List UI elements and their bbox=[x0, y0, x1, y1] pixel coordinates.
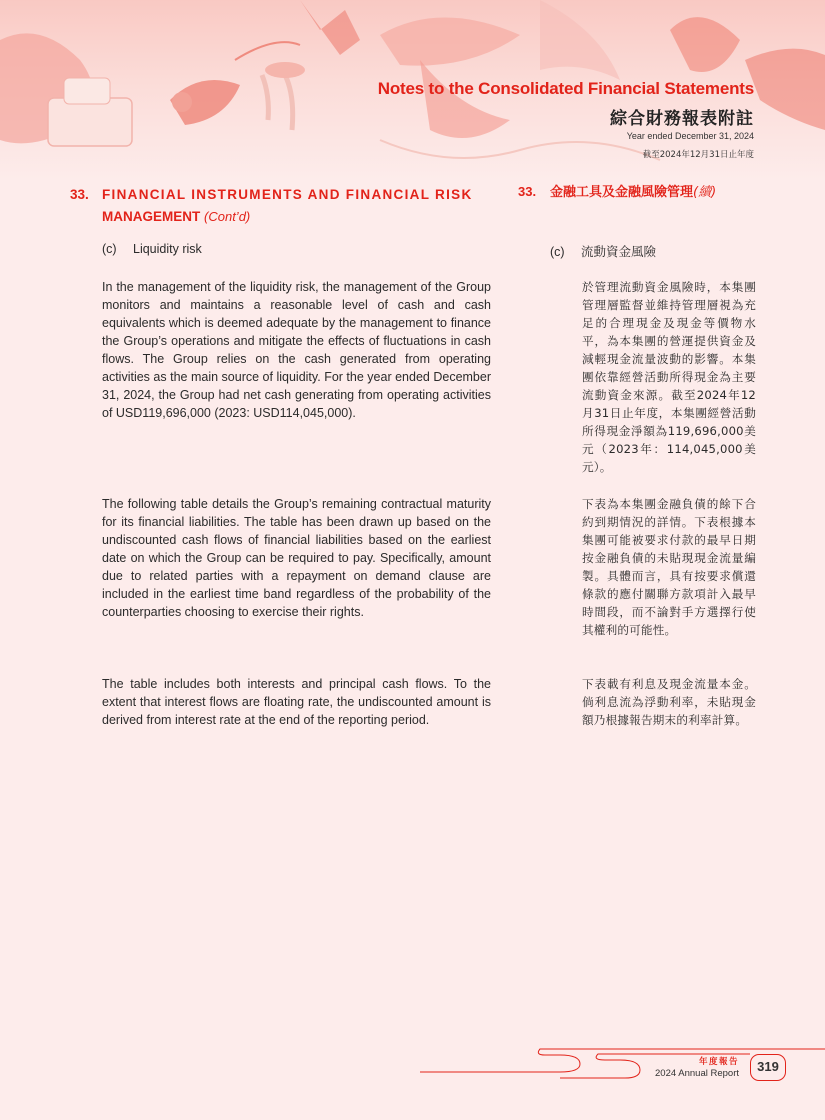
subsection-title: Liquidity risk bbox=[133, 242, 202, 256]
paragraph-en-1: In the management of the liquidity risk, the management of the Group monitors and maintains a reasonable level of cash and cash equivalents which is deemed adequate by the management to finance the Group’s operations and mitigate the effects of fluctuations in cash flows. The Group relies on the cash generated from operating activities as the main source of liquidity. For the year ended December 31, 2024, the Group had net cash generating from operating activities of USD119,696,000 (2023: USD114,045,000). bbox=[102, 280, 491, 420]
period-label: Year ended December 31, 2024 bbox=[626, 131, 754, 141]
paragraph-en-2: The following table details the Group’s remaining contractual maturity for its financial liabilities. The table has been drawn up based on the undiscounted cash flows of financial liabilities based on the earliest date on which the Group can be required to pay. Specifically, amount due to related parties with a repayment on demand clause are included in the earliest time band regardless of the probability of the counterparties choosing to exercise their rights. bbox=[102, 497, 491, 619]
footer-report-en: 2024 Annual Report bbox=[655, 1068, 739, 1079]
subsection-label-zh: (c) bbox=[550, 245, 565, 259]
subsection-heading-en bbox=[102, 242, 202, 256]
period-label-zh: 截至2024年12月31日止年度 bbox=[642, 150, 754, 160]
paragraph-zh-1: 於管理流動資金風險時，本集團管理層監督並維持管理層視為充足的合理現金及現金等價物水平，為本集團的營運提供資金及減輕現金流量波動的影響。本集團依靠經營活動所得現金為主要流動資金來源。截至2024年12月31日止年度，本集團經營活動所得現金淨額為119,696,000美元（2023年：114,045,000美元）。 bbox=[582, 280, 756, 474]
section-title-zh: 金融工具及金融風險管理 bbox=[550, 185, 694, 200]
footer-report-zh: 年度報告 bbox=[698, 1057, 739, 1067]
subsection-label: (c) bbox=[102, 242, 117, 256]
paragraph-zh-2: 下表為本集團金融負債的餘下合約到期情況的詳情。下表根據本集團可能被要求付款的最早日期按金融負債的未貼現現金流量編製。具體而言，具有按要求償還條款的應付關聯方款項計入最早時間段，而不論對手方選擇行使其權利的可能性。 bbox=[582, 497, 756, 637]
paragraph-zh-3: 下表載有利息及現金流量本金。倘利息流為浮動利率，未貼現金額乃根據報告期末的利率計算。 bbox=[582, 677, 756, 727]
section-number: 33. bbox=[70, 187, 89, 202]
section-contd-zh: (續) bbox=[693, 185, 717, 200]
paragraph-en-3: The table includes both interests and principal cash flows. To the extent that interest flows are floating rate, the undiscounted amount is derived from interest rate at the end of the reporting period. bbox=[102, 677, 491, 727]
subsection-title-zh: 流動資金風險 bbox=[581, 244, 657, 259]
page-title-zh: 綜合財務報表附註 bbox=[610, 109, 754, 129]
section-contd: (Cont’d) bbox=[204, 209, 251, 224]
section-title-line2: MANAGEMENT bbox=[102, 209, 201, 224]
section-number-zh: 33. bbox=[518, 184, 537, 199]
page-number: 319 bbox=[750, 1054, 786, 1081]
page-title: Notes to the Consolidated Financial Statements bbox=[377, 79, 754, 98]
subsection-heading-zh bbox=[550, 242, 656, 260]
section-heading-en bbox=[70, 184, 492, 228]
section-title-line1: FINANCIAL INSTRUMENTS AND FINANCIAL RISK bbox=[102, 187, 473, 202]
section-heading-zh bbox=[518, 184, 716, 201]
